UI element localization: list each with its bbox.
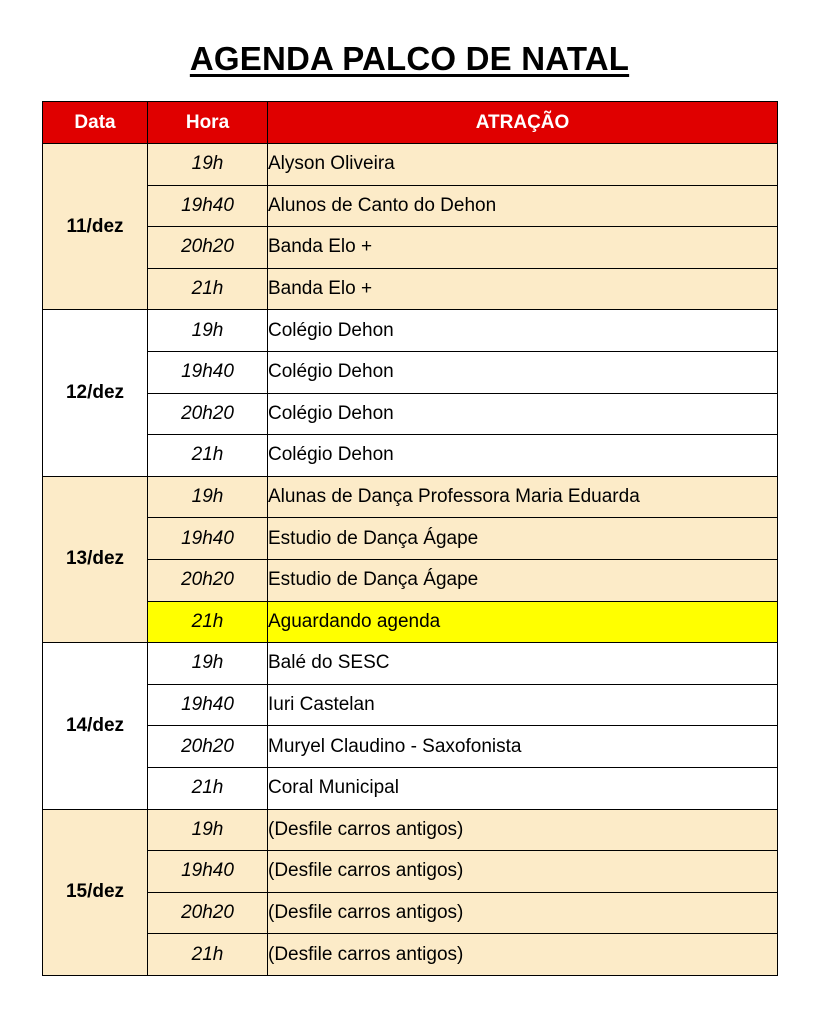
agenda-table [42, 101, 778, 976]
hour-cell: 19h [148, 144, 268, 186]
table-row [43, 934, 778, 976]
attraction-cell: Coral Municipal [268, 767, 778, 809]
header-hour: Hora [148, 102, 268, 144]
header-date: Data [43, 102, 148, 144]
table-row [43, 435, 778, 477]
date-cell: 11/dez [43, 144, 148, 310]
hour-cell: 19h40 [148, 684, 268, 726]
page-title: AGENDA PALCO DE NATAL [189, 40, 630, 77]
table-row [43, 601, 778, 643]
attraction-cell: Estudio de Dança Ágape [268, 518, 778, 560]
attraction-cell: Banda Elo + [268, 268, 778, 310]
hour-cell: 19h40 [148, 518, 268, 560]
hour-cell: 19h40 [148, 185, 268, 227]
table-row [43, 809, 778, 851]
attraction-cell: (Desfile carros antigos) [268, 851, 778, 893]
table-row [43, 767, 778, 809]
hour-cell: 20h20 [148, 227, 268, 269]
agenda-body [43, 144, 778, 976]
table-row [43, 851, 778, 893]
header-attraction: ATRAÇÃO [268, 102, 778, 144]
table-row [43, 518, 778, 560]
hour-cell: 21h [148, 435, 268, 477]
table-row [43, 726, 778, 768]
hour-cell: 20h20 [148, 393, 268, 435]
attraction-cell: Alunas de Dança Professora Maria Eduarda [268, 476, 778, 518]
attraction-cell: (Desfile carros antigos) [268, 892, 778, 934]
hour-cell: 21h [148, 934, 268, 976]
hour-cell: 21h [148, 268, 268, 310]
hour-cell: 21h [148, 767, 268, 809]
attraction-cell: Iuri Castelan [268, 684, 778, 726]
hour-cell: 20h20 [148, 559, 268, 601]
hour-cell: 20h20 [148, 892, 268, 934]
table-row [43, 268, 778, 310]
table-row [43, 144, 778, 186]
hour-cell: 19h [148, 809, 268, 851]
date-cell: 14/dez [43, 643, 148, 809]
attraction-cell: Alunos de Canto do Dehon [268, 185, 778, 227]
header-row [43, 102, 778, 144]
date-cell: 13/dez [43, 476, 148, 642]
table-row [43, 643, 778, 685]
date-cell: 15/dez [43, 809, 148, 975]
hour-cell: 19h40 [148, 351, 268, 393]
attraction-cell: Colégio Dehon [268, 351, 778, 393]
table-row [43, 393, 778, 435]
attraction-cell: Colégio Dehon [268, 393, 778, 435]
table-row [43, 310, 778, 352]
hour-cell: 19h [148, 476, 268, 518]
hour-cell: 19h [148, 310, 268, 352]
table-row [43, 185, 778, 227]
table-row [43, 351, 778, 393]
table-row [43, 227, 778, 269]
hour-cell: 19h40 [148, 851, 268, 893]
table-row [43, 476, 778, 518]
attraction-cell: Banda Elo + [268, 227, 778, 269]
attraction-cell: (Desfile carros antigos) [268, 809, 778, 851]
hour-cell: 19h [148, 643, 268, 685]
attraction-cell: Colégio Dehon [268, 435, 778, 477]
attraction-cell: Colégio Dehon [268, 310, 778, 352]
attraction-cell: (Desfile carros antigos) [268, 934, 778, 976]
date-cell: 12/dez [43, 310, 148, 476]
attraction-cell: Balé do SESC [268, 643, 778, 685]
attraction-cell: Aguardando agenda [268, 601, 778, 643]
hour-cell: 21h [148, 601, 268, 643]
attraction-cell: Estudio de Dança Ágape [268, 559, 778, 601]
table-row [43, 892, 778, 934]
hour-cell: 20h20 [148, 726, 268, 768]
table-row [43, 684, 778, 726]
attraction-cell: Muryel Claudino - Saxofonista [268, 726, 778, 768]
table-row [43, 559, 778, 601]
attraction-cell: Alyson Oliveira [268, 144, 778, 186]
